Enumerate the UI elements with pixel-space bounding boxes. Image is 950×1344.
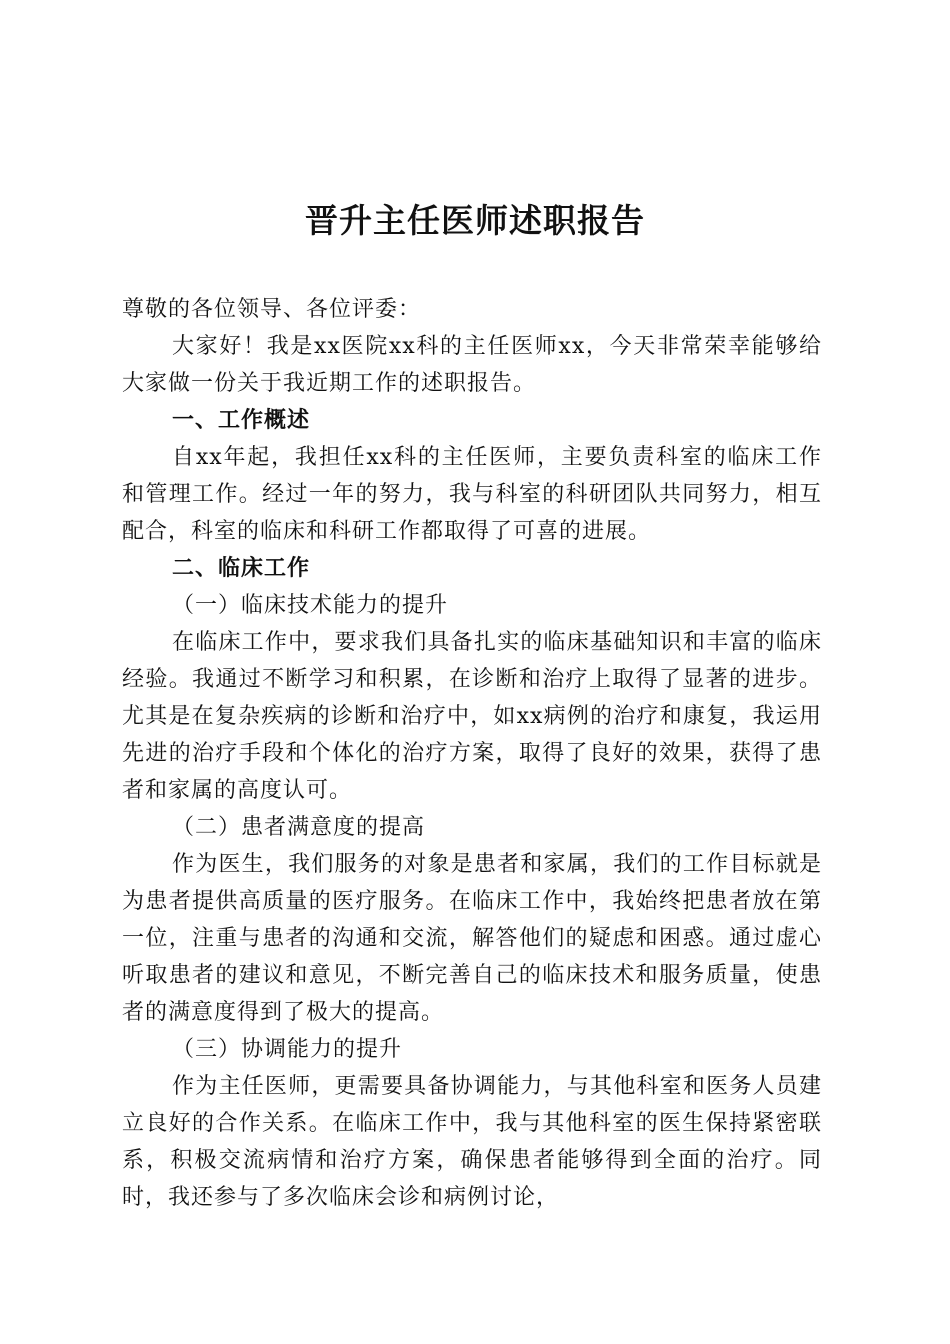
technical-paragraph: 在临床工作中，要求我们具备扎实的临床基础知识和丰富的临床经验。我通过不断学习和积累，在诊断和治疗上取得了显著的进步。尤其是在复杂疾病的诊断和治疗中，如xx病例的治疗和康复，我运用先进的治疗手段和个体化的治疗方案，取得了良好的效果，获得了患者和家属的高度认可。: [122, 630, 822, 803]
section-heading-overview: 一、工作概述: [172, 408, 311, 433]
overview-paragraph: 自xx年起，我担任xx科的主任医师，主要负责科室的临床工作和管理工作。经过一年的努力，我与科室的科研团队共同努力，相互配合，科室的临床和科研工作都取得了可喜的进展。: [122, 445, 822, 544]
intro-paragraph: 大家好！我是xx医院xx科的主任医师xx，今天非常荣幸能够给大家做一份关于我近期工作的述职报告。: [122, 334, 822, 396]
satisfaction-paragraph: 作为医生，我们服务的对象是患者和家属，我们的工作目标就是为患者提供高质量的医疗服务。在临床工作中，我始终把患者放在第一位，注重与患者的沟通和交流，解答他们的疑虑和困惑。通过虚心听取患者的建议和意见，不断完善自己的临床技术和服务质量，使患者的满意度得到了极大的提高。: [122, 852, 822, 1025]
subsection-heading-technical: （一）临床技术能力的提升: [172, 593, 449, 618]
subsection-heading-coordination: （三）协调能力的提升: [172, 1037, 403, 1062]
document-body: [122, 291, 822, 1216]
salutation: 尊敬的各位领导、各位评委：: [122, 297, 422, 322]
document-title: 晋升主任医师述职报告: [305, 201, 645, 240]
section-heading-clinical: 二、临床工作: [172, 556, 311, 581]
subsection-heading-satisfaction: （二）患者满意度的提高: [172, 815, 426, 840]
coordination-paragraph: 作为主任医师，更需要具备协调能力，与其他科室和医务人员建立良好的合作关系。在临床工作中，我与其他科室的医生保持紧密联系，积极交流病情和治疗方案，确保患者能够得到全面的治疗。同时，我还参与了多次临床会诊和病例讨论，: [122, 1074, 822, 1210]
